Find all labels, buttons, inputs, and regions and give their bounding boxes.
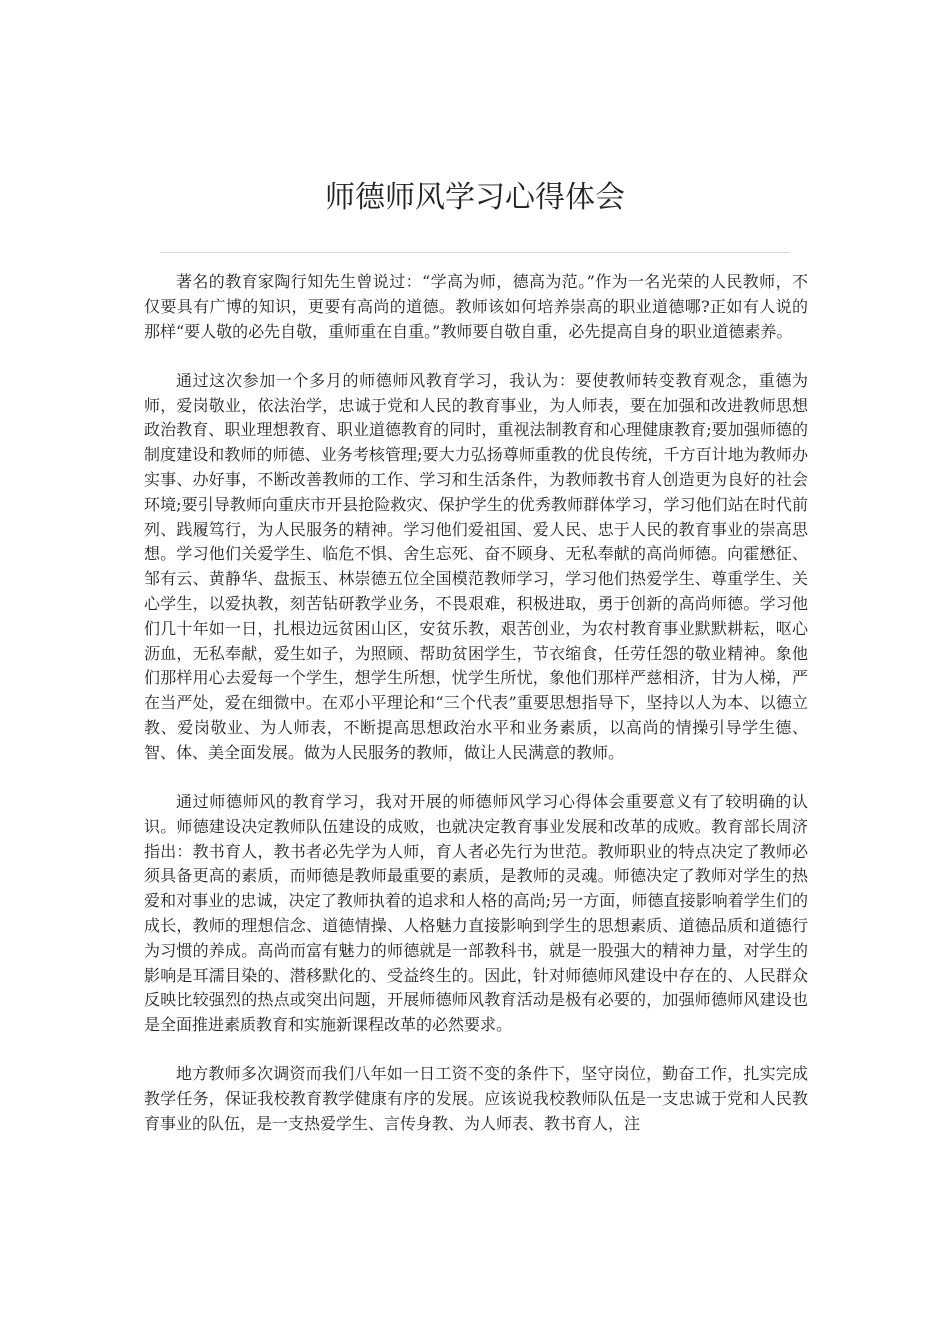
paragraph-2: 通过这次参加一个多月的师德师风教育学习，我认为：要使教师转变教育观念，重德为师，爱岗敬业，依法治学，忠诚于党和人民的教育事业，为人师表，要在加强和改进教师思想政治教育、职业理想教育、职业道德教育的同时，重视法制教育和心理健康教育;要加强师德的制度建设和教师的师德、业务考核管理;要大力弘扬尊师重教的优良传统，千方百计地为教师办实事、办好事，不断改善教师的工作、学习和生活条件，为教师教书育人创造更为良好的社会环境;要引导教师向重庆市开县抢险救灾、保护学生的优秀教师群体学习，学习他们站在时代前列、践履笃行，为人民服务的精神。学习他们爱祖国、爱人民、忠于人民的教育事业的崇高思想。学习他们关爱学生、临危不惧、舍生忘死、奋不顾身、无私奉献的高尚师德。向霍懋征、邹有云、黄静华、盘振玉、林崇德五位全国模范教师学习，学习他们热爱学生、尊重学生、关心学生，以爱执教，刻苦钻研教学业务，不畏艰难，积极进取，勇于创新的高尚师德。学习他们几十年如一日，扎根边远贫困山区，安贫乐教，艰苦创业，为农村教育事业默默耕耘，呕心沥血，无私奉献，爱生如子，为照顾、帮助贫困学生，节衣缩食，任劳任怨的敬业精神。象他们那样用心去爱每一个学生，想学生所想，忧学生所忧，象他们那样严慈相济，甘为人梯，严在当严处，爱在细微中。在邓小平理论和“三个代表”重要思想指导下，坚持以人为本、以德立教、爱岗敬业、为人师表，不断提高思想政治水平和业务素质，以高尚的情操引导学生德、智、体、美全面发展。做为人民服务的教师，做让人民满意的教师。 [144, 370, 808, 762]
document-body [144, 270, 808, 1161]
document-title: 师德师风学习心得体会 [325, 180, 625, 215]
paragraph-4: 地方教师多次调资而我们八年如一日工资不变的条件下，坚守岗位，勤奋工作，扎实完成教学任务，保证我校教育教学健康有序的发展。应该说我校教师队伍是一支忠诚于党和人民教育事业的队伍，是一支热爱学生、言传身教、为人师表、教书育人，注 [144, 1064, 808, 1133]
paragraph-1: 著名的教育家陶行知先生曾说过：“学高为师，德高为范。”作为一名光荣的人民教师，不仅要具有广博的知识，更要有高尚的道德。教师该如何培养崇高的职业道德哪?正如有人说的那样“要人敬的必先自敬，重师重在自重。”教师要自敬自重，必先提高自身的职业道德素养。 [144, 272, 808, 341]
paragraph-3: 通过师德师风的教育学习，我对开展的师德师风学习心得体会重要意义有了较明确的认识。师德建设决定教师队伍建设的成败，也就决定教育事业发展和改革的成败。教育部长周济指出：教书育人，教书者必先学为人师，育人者必先行为世范。教师职业的特点决定了教师必须具备更高的素质，而师德是教师最重要的素质，是教师的灵魂。师德决定了教师对学生的热爱和对事业的忠诚，决定了教师执着的追求和人格的高尚;另一方面，师德直接影响着学生们的成长，教师的理想信念、道德情操、人格魅力直接影响到学生的思想素质、道德品质和道德行为习惯的养成。高尚而富有魅力的师德就是一部教科书，就是一股强大的精神力量，对学生的影响是耳濡目染的、潜移默化的、受益终生的。因此，针对师德师风建设中存在的、人民群众反映比较强烈的热点或突出问题，开展师德师风教育活动是极有必要的，加强师德师风建设也是全面推进素质教育和实施新课程改革的必然要求。 [144, 791, 808, 1035]
title-divider [160, 252, 790, 253]
